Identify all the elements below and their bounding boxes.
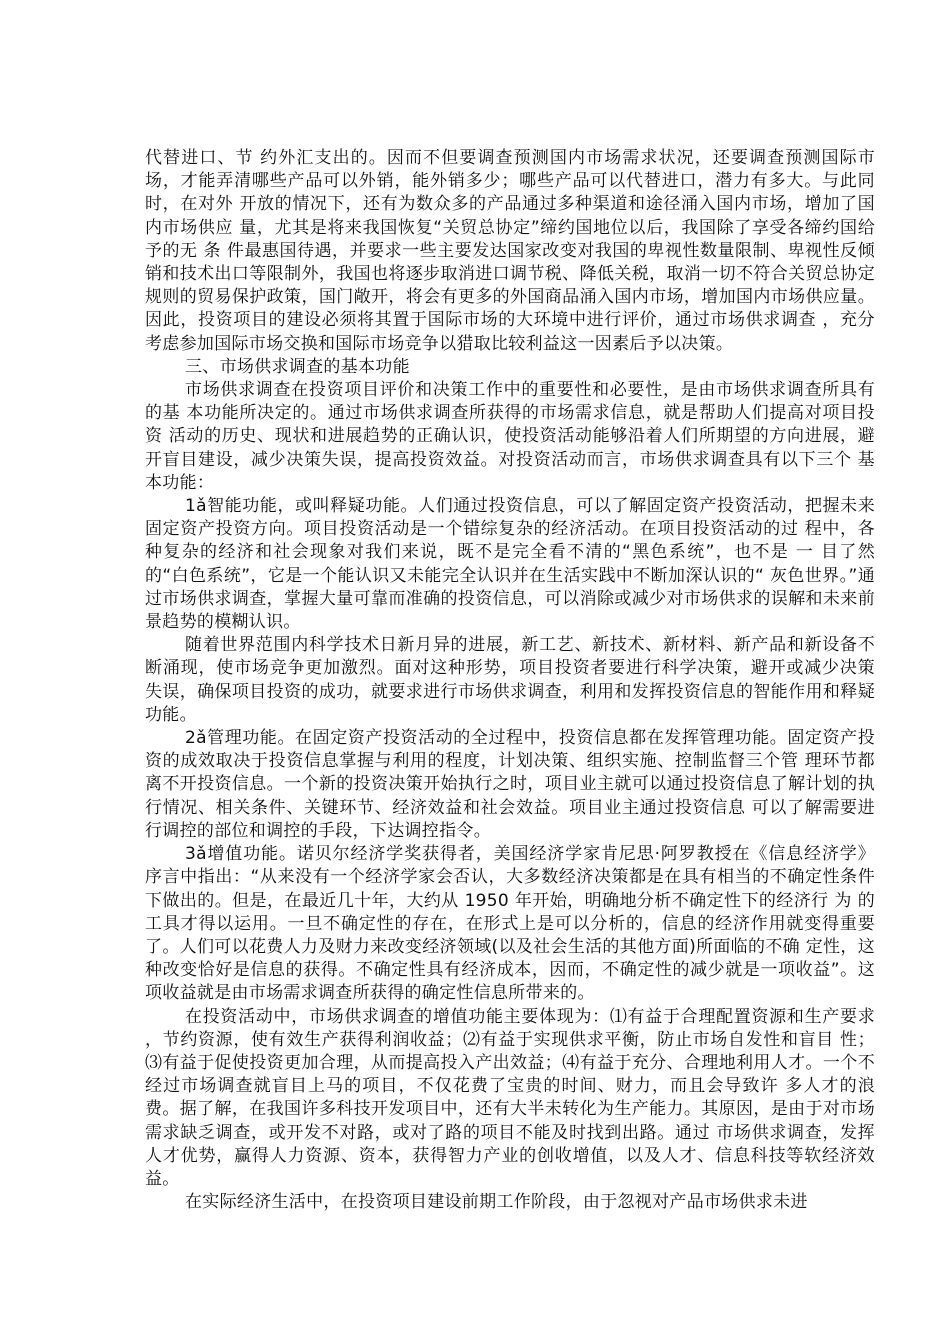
- paragraph-technology-progress: 随着世界范围内科学技术日新月异的进展，新工艺、新技术、新材料、新产品和新设备不断涌现，使市场竞争更加激烈。面对这种形势，项目投资者要进行科学决策，避开或减少决策 失误，确保项目投资的成功，就要求进行市场供求调查，利用和发挥投资信息的智能作用和释疑功能。: [145, 635, 875, 725]
- paragraph-function-1: 1ǎ智能功能，或叫释疑功能。人们通过投资信息，可以了解固定资产投资活动，把握未来固定资产投资方向。项目投资活动是一个错综复杂的经济活动。在项目投资活动的过 程中，各种复杂的经济和社会现象对我们来说，既不是完全看不清的“黑色系统”，也不是 一 目了然的“白色系统”，它是一个能认识又未能完全认识并在生活实践中不断加深认识的“ 灰色世界。”通过市场供求调查，掌握大量可靠而准确的投资信息，可以消除或减少对市场供求的误解和未来前景趋势的模糊认识。: [145, 496, 875, 633]
- paragraph-value-added: 在投资活动中，市场供求调查的增值功能主要体现为：⑴有益于合理配置资源和生产要求 ，节约资源，使有效生产获得利润收益；⑵有益于实现供求平衡，防止市场自发性和盲目 性；⑶有益于促使投资更加合理，从而提高投入产出效益；⑷有益于充分、合理地利用人才。一个不经过市场调查就盲目上马的项目，不仅花费了宝贵的时间、财力，而且会导致许 多人才的浪费。据了解，在我国许多科技开发项目中，还有大半未转化为生产能力。其原因，是由于对市场需求缺乏调查，或开发不对路，或对了路的项目不能及时找到出路。通过 市场供求调查，发挥人才优势，赢得人力资源、资本，获得智力产业的创收增值，以及人才、信息科技等软经济效益。: [145, 1006, 875, 1189]
- paragraph-intro: 代替进口、节 约外汇支出的。因而不但要调查预测国内市场需求状况，还要调查预测国际市场，才能弄清哪些产品可以外销，能外销多少；哪些产品可以代替进口，潜力有多大。与此同时，在对外 开放的情况下，还有为数众多的产品通过多种渠道和途径涌入国内市场，增加了国内市场供应 量，尤其是将来我国恢复“关贸总协定”缔约国地位以后，我国除了享受各缔约国给予的无 条 件最惠国待遇，并要求一些主要发达国家改变对我国的卑视性数量限制、卑视性反倾销和技术出口等限制外，我国也将逐步取消进口调节税、降低关税，取消一切不符合关贸总协定 规则的贸易保护政策，国门敞开，将会有更多的外国商品涌入国内市场，增加国内市场供应量。因此，投资项目的建设必须将其置于国际市场的大环境中进行评价，通过市场供求调查 ，充分考虑参加国际市场交换和国际市场竞争以猎取比较利益这一因素后予以决策。: [145, 148, 875, 354]
- paragraph-closing: 在实际经济生活中，在投资项目建设前期工作阶段，由于忽视对产品市场供求未进: [185, 1192, 808, 1213]
- paragraph-basic-functions: 市场供求调查在投资项目评价和决策工作中的重要性和必要性，是由市场供求调查所具有的基 本功能所决定的。通过市场供求调查所获得的市场需求信息，就是帮助人们提高对项目投资 活动的历史、现状和进展趋势的正确认识，使投资活动能够沿着人们所期望的方向进展，避开盲目建设，减少决策失误，提高投资效益。对投资活动而言，市场供求调查具有以下三个 基本功能：: [145, 380, 875, 493]
- document-body: [145, 147, 875, 1214]
- section-heading: 三、市场供求调查的基本功能: [185, 356, 410, 377]
- paragraph-function-2: 2ǎ管理功能。在固定资产投资活动的全过程中，投资信息都在发挥管理功能。固定资产投资的成效取决于投资信息掌握与利用的程度，计划决策、组织实施、控制监督三个管 理环节都离不开投资信息。一个新的投资决策开始执行之时，项目业主就可以通过投资信息了解计划的执行情况、相关条件、关键环节、经济效益和社会效益。项目业主通过投资信息 可以了解需要进行调控的部位和调控的手段，下达调控指令。: [145, 728, 875, 841]
- paragraph-function-3: 3ǎ增值功能。诺贝尔经济学奖获得者，美国经济学家肯尼思·阿罗教授在《信息经济学》 序言中指出：“从来没有一个经济学家会否认，大多数经济决策都是在具有相当的不确定性条件下做出的。但是，在最近几十年，大约从 1950 年开始，明确地分析不确定性下的经济行 为 的工具才得以运用。一旦不确定性的存在，在形式上是可以分析的，信息的经济作用就变得重要了。人们可以花费人力及财力来改变经济领域(以及社会生活的其他方面)所面临的不确 定性，这种改变恰好是信息的获得。不确定性具有经济成本，因而，不确定性的减少就是一项收益”。这项收益就是由市场需求调查所获得的确定性信息所带来的。: [145, 844, 875, 1004]
